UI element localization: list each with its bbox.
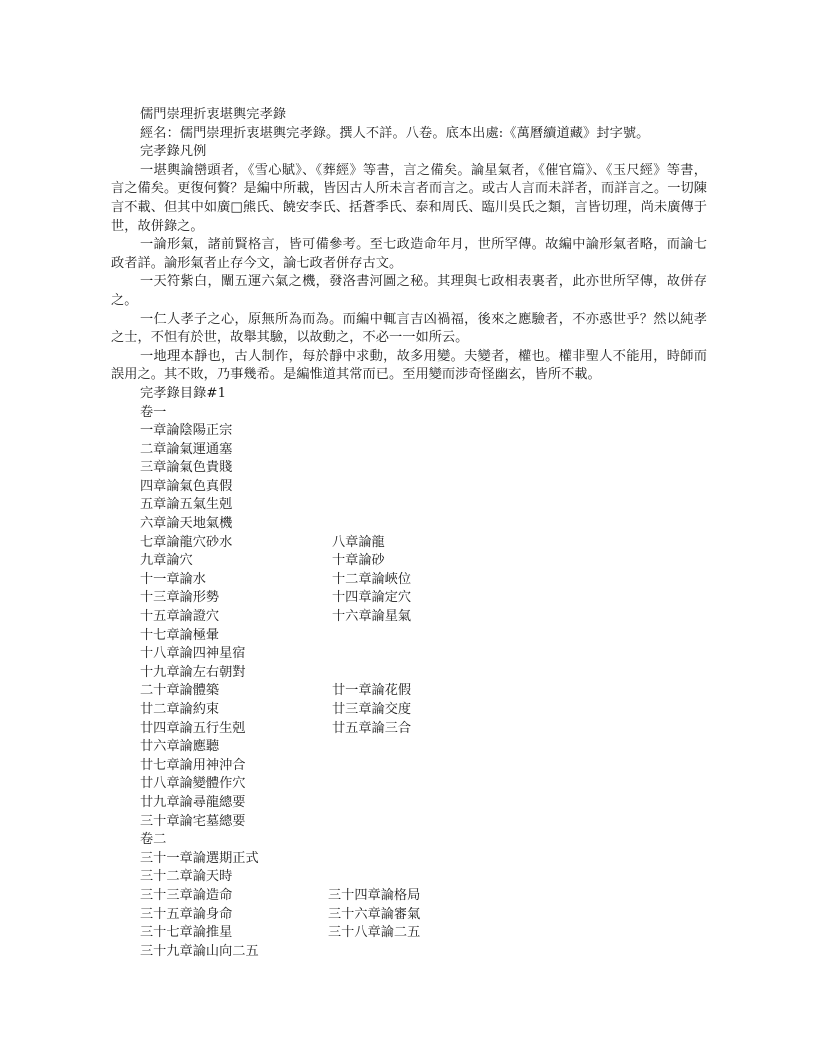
toc-row [111,887,707,906]
toc-entry-left[interactable]: 廿九章論尋龍總要 [140,794,246,810]
toc-row [111,534,707,553]
toc-entry-right[interactable]: 十章論砂 [332,553,385,569]
toc-row [111,738,707,757]
toc-row [111,794,707,813]
toc-row [111,608,707,627]
toc-volume-heading [111,404,707,423]
toc-entry-left[interactable]: 廿八章論變體作穴 [140,776,246,792]
toc-entry-left[interactable]: 十七章論極暈 [140,627,220,643]
toc-entry-left[interactable]: 三十九章論山向二五 [140,943,259,959]
toc-volume-label: 卷二 [140,832,167,848]
toc-heading: 完孝錄目錄#1 [140,385,227,401]
toc-row [111,924,707,943]
toc-row [111,515,707,534]
toc-entry-left[interactable]: 三十二章論天時 [140,869,233,885]
toc-row [111,441,707,460]
toc-row [111,682,707,701]
toc-row [111,571,707,590]
table-of-contents [111,404,707,962]
toc-row [111,459,707,478]
toc-row [111,496,707,515]
toc-entry-left[interactable]: 廿二章論約束 [140,702,220,717]
toc-volume-label: 卷一 [140,404,167,420]
toc-entry-right[interactable]: 三十六章論審氣 [328,906,421,922]
toc-row [111,701,707,720]
preface-paragraph: 一堪輿論巒頭者，《雪心賦》、《葬經》等書，言之備矣。論星氣者，《催官篇》、《玉尺經》等書，言之備矣。更復何贅？是編中所載，皆因古人所未言者而言之。或古人言而未詳者，而詳言之。一切陳言不載、但其中如廣□熊氏、饒安李氏、括蒼季氏、泰和周氏、臨川吳氏之類，言皆切理，尚未廣傳于世，故併錄之。 [111,162,707,234]
toc-entry-left[interactable]: 十一章論水 [140,571,206,587]
toc-entry-left[interactable]: 三十章論宅墓總要 [140,813,246,829]
toc-entry-left[interactable]: 二十章論體築 [140,683,220,699]
toc-row [111,906,707,925]
toc-entry-left[interactable]: 九章論穴 [140,553,193,569]
toc-entry-left[interactable]: 十八章論四神星宿 [140,646,246,662]
document-title: 儒門崇理折衷堪輿完孝錄 [140,107,287,122]
toc-row [111,589,707,608]
toc-row [111,850,707,869]
toc-row [111,868,707,887]
toc-entry-left[interactable]: 三十七章論推星 [140,925,233,941]
preface-paragraph: 一論形氣，諸前賢格言，皆可備參考。至七政造命年月，世所罕傳。故編中論形氣者略，而論七政者詳。論形氣者止存今文，論七政者併存古文。 [111,237,707,271]
toc-entry-left[interactable]: 四章論氣色真假 [140,478,233,494]
toc-entry-right[interactable]: 廿三章論交度 [332,702,412,717]
toc-row [111,943,707,962]
toc-entry-right[interactable]: 十六章論星氣 [332,609,412,625]
toc-entry-left[interactable]: 三十一章論選期正式 [140,850,259,866]
toc-entry-right[interactable]: 十四章論定穴 [332,590,412,606]
toc-row [111,422,707,441]
preface-paragraphs [111,162,707,385]
toc-row [111,813,707,832]
toc-entry-right[interactable]: 三十四章論格局 [328,887,421,903]
toc-row [111,478,707,497]
toc-entry-left[interactable]: 二章論氣運通塞 [140,441,233,457]
preface-paragraph: 一地理本靜也，古人制作，每於靜中求動，故多用變。夫變者，權也。權非聖人不能用，時師而誤用之。其不敗，乃事幾希。是編惟道其常而已。至用變而涉奇怪幽玄，皆所不載。 [111,348,707,383]
toc-row [111,664,707,683]
toc-row [111,627,707,646]
toc-row [111,757,707,776]
document-body [111,106,707,961]
toc-entry-left[interactable]: 三十五章論身命 [140,906,233,922]
toc-volume-heading [111,831,707,850]
toc-entry-left[interactable]: 廿六章論應聽 [140,739,220,755]
toc-entry-right[interactable]: 廿五章論三合 [332,720,412,736]
toc-entry-left[interactable]: 三十三章論造命 [140,887,233,903]
preface-paragraph: 一天符紫白，闡五運六氣之機，發洛書河圖之秘。其理與七政相表裏者，此亦世所罕傳，故併存之。 [111,274,707,308]
toc-row [111,552,707,571]
toc-entry-left[interactable]: 三章論氣色貴賤 [140,460,233,476]
preface-paragraph: 一仁人孝子之心，原無所為而為。而編中輒言吉凶禍福，後來之應驗者，不亦惑世乎？然以純孝之士，不怛有於世，故舉其驗，以故動之，不必一一如所云。 [111,311,707,346]
toc-entry-left[interactable]: 一章論陰陽正宗 [140,423,233,439]
toc-row [111,775,707,794]
toc-entry-left[interactable]: 七章論龍穴砂水 [140,534,233,550]
toc-row [111,720,707,739]
toc-entry-left[interactable]: 廿七章論用神沖合 [140,757,246,773]
toc-entry-left[interactable]: 十三章論形勢 [140,590,220,606]
document-metadata-line: 經名：儒門崇理折衷堪輿完孝錄。撰人不詳。八卷。底本出處:《萬曆續道藏》封字號。 [140,125,650,141]
toc-entry-left[interactable]: 十九章論左右朝對 [140,664,246,680]
toc-entry-right[interactable]: 三十八章論二五 [328,925,421,941]
toc-entry-left[interactable]: 廿四章論五行生剋 [140,720,246,736]
toc-entry-right[interactable]: 十二章論峽位 [332,571,412,587]
toc-entry-left[interactable]: 六章論天地氣機 [140,516,233,532]
toc-entry-right[interactable]: 八章論龍 [332,534,385,550]
section-heading-fanli: 完孝錄凡例 [140,144,207,160]
toc-entry-left[interactable]: 十五章論證穴 [140,609,220,625]
toc-row [111,645,707,664]
toc-entry-left[interactable]: 五章論五氣生剋 [140,497,233,513]
toc-entry-right[interactable]: 廿一章論花假 [332,683,412,699]
